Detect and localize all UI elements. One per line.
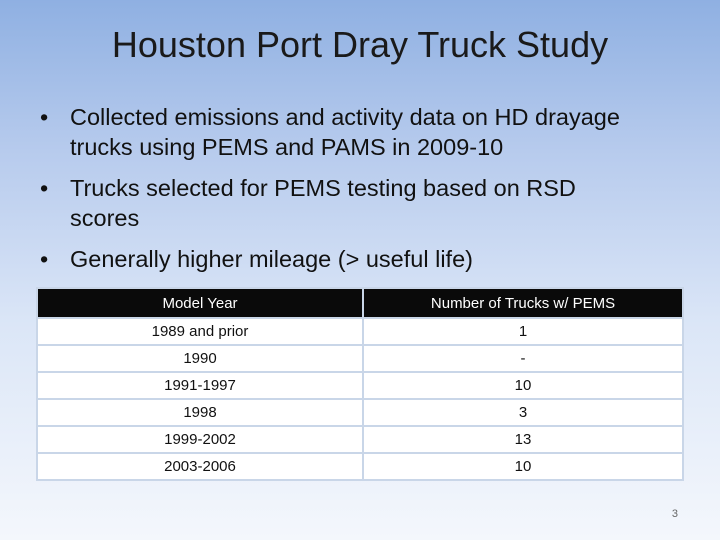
table-row	[37, 318, 683, 345]
bullet-icon: •	[40, 104, 49, 130]
slide-title: Houston Port Dray Truck Study	[111, 24, 609, 65]
model-year-cell: 1989 and prior	[37, 318, 363, 345]
table-row	[37, 399, 683, 426]
truck-count-cell: 10	[363, 372, 683, 399]
table-header-row	[37, 288, 683, 318]
bullet-text-line: scores	[70, 205, 140, 231]
model-year-cell: 1998	[37, 399, 363, 426]
model-year-cell: 1999-2002	[37, 426, 363, 453]
table-row	[37, 453, 683, 480]
bullet-icon: •	[40, 175, 49, 201]
bullet-text-line: Generally higher mileage (> useful life)	[70, 246, 473, 272]
model-year-cell: 2003-2006	[37, 453, 363, 480]
truck-count-cell: -	[363, 345, 683, 372]
trucks-table	[36, 287, 684, 481]
bullet-item	[40, 102, 690, 162]
table-row	[37, 345, 683, 372]
page-number: 3	[671, 508, 678, 520]
bullet-text-line: Trucks selected for PEMS testing based on RSD	[70, 175, 576, 201]
truck-count-cell: 3	[363, 399, 683, 426]
bullet-text-line: trucks using PEMS and PAMS in 2009-10	[70, 134, 504, 160]
bullet-icon: •	[40, 246, 49, 272]
truck-count-cell: 10	[363, 453, 683, 480]
truck-count-cell: 1	[363, 318, 683, 345]
table-row	[37, 372, 683, 399]
model-year-cell: 1990	[37, 345, 363, 372]
bullet-list	[40, 102, 690, 285]
bullet-text-line: Collected emissions and activity data on HD drayage	[70, 104, 620, 130]
bullet-item	[40, 244, 690, 274]
column-header-number-of-trucks: Number of Trucks w/ PEMS	[363, 288, 683, 318]
column-header-model-year: Model Year	[37, 288, 363, 318]
truck-count-cell: 13	[363, 426, 683, 453]
bullet-item	[40, 173, 690, 233]
table-row	[37, 426, 683, 453]
model-year-cell: 1991-1997	[37, 372, 363, 399]
